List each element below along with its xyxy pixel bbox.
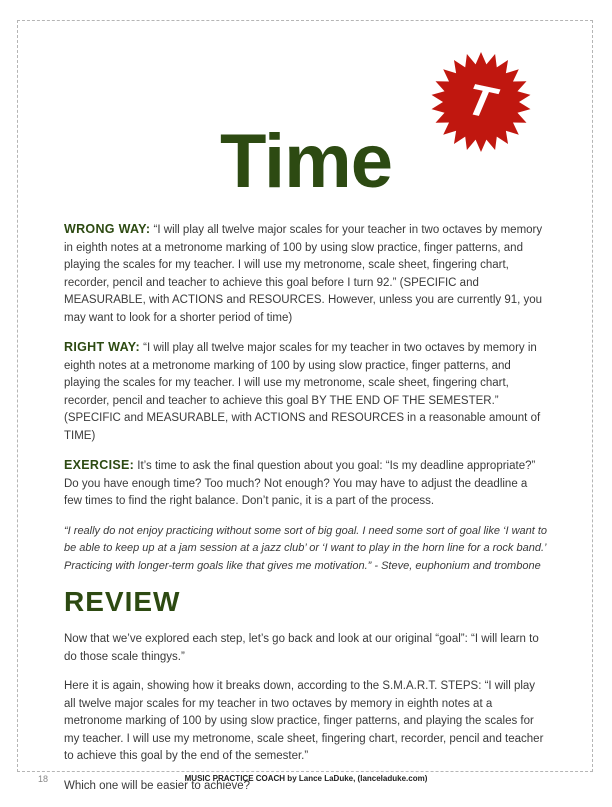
page-title: Time <box>219 119 392 204</box>
wrong-way-text: “I will play all twelve major scales for your teacher in two octaves by memory in eighth notes at a metronome marking of 100 by using slow practice, finger patterns, and playing the scales for my teacher. I will use my metronome, scale sheet, fingering chart, recorder, pencil and teacher to achieve this goal before I turn 92.” (SPECIFIC and MEASURABLE, with ACTIONS and RESOURCES. However, unless you are currently 91, you may want to look for a shorter period of time) <box>64 224 543 324</box>
review-paragraph: Here it is again, showing how it breaks down, according to the S.M.A.R.T. STEPS: “I will play all twelve major scales for my teacher in two octaves by memory in eighth notes at a metronome marking of 100 by using slow practice, finger patterns, and playing the scales for my teacher. I will use my metronome, scale sheet, fingering chart, recorder, pencil and teacher to achieve this goal by the end of the semester.” <box>64 680 544 762</box>
right-way-label: RIGHT WAY: <box>64 340 140 354</box>
right-way-text: “I will play all twelve major scales for my teacher in two octaves by memory in eighth notes at a metronome marking of 100 by using slow practice, finger patterns, and playing the scales for my teacher. I will use my metronome, scale sheet, fingering chart, recorder, pencil and teacher to achieve this goal BY THE END OF THE SEMESTER.” (SPECIFIC and MEASURABLE, with ACTIONS and RESOURCES in a reasonable amount of TIME) <box>64 342 541 442</box>
review-heading: REVIEW <box>64 586 181 617</box>
review-paragraph: Now that we’ve explored each step, let’s go back and look at our original “goal”: “I will learn to do those scale thingys.” <box>64 633 539 663</box>
exercise-paragraph <box>64 457 548 511</box>
wrong-way-paragraph <box>64 221 548 327</box>
right-way-paragraph <box>64 339 548 445</box>
badge-letter: T <box>462 74 500 129</box>
review-paragraph: Which one will be easier to achieve? <box>64 779 251 792</box>
student-quote: “I really do not enjoy practicing without some sort of big goal. I need some sort of goal like ‘I want to be able to keep up at a jam session at a jazz club’ or ‘I want to play in the horn line for a rock band.’ Practicing with longer-term goals like that gives me motivation.” - Steve, euphonium and trombone <box>64 524 548 572</box>
footer-credit: MUSIC PRACTICE COACH by Lance LaDuke, (lanceladuke.com) <box>184 774 428 783</box>
page-number: 18 <box>38 774 49 784</box>
main-content <box>64 221 548 807</box>
exercise-text: It’s time to ask the final question about you goal: “Is my deadline appropriate?” Do you have enough time? Too much? Not enough? You may have to adjust the deadline a few times to find the right balance. Don’t panic, it is a part of the process. <box>64 460 536 507</box>
wrong-way-label: WRONG WAY: <box>64 222 151 236</box>
exercise-label: EXERCISE: <box>64 458 135 472</box>
page-footer <box>0 771 612 791</box>
